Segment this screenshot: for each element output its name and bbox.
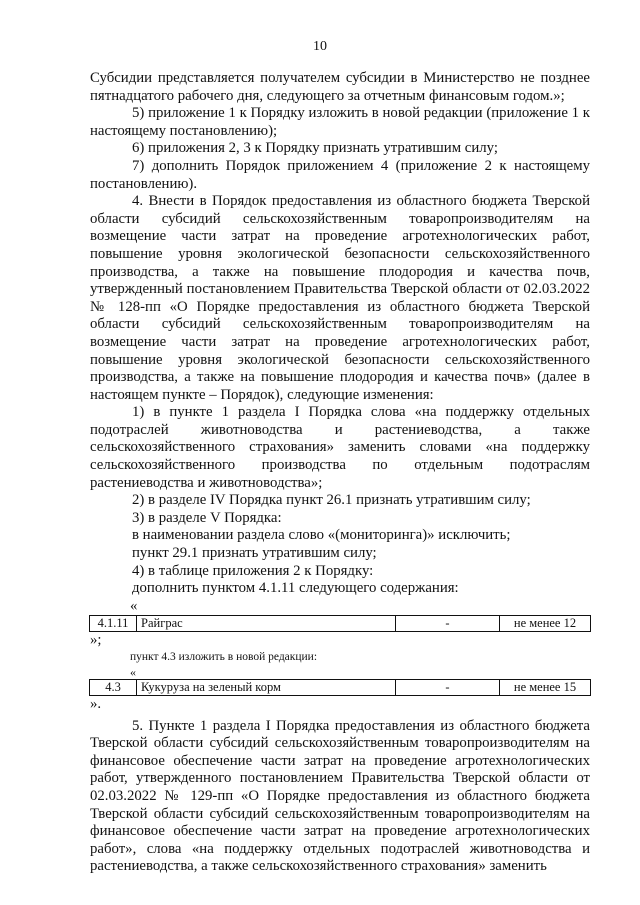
paragraph-section-5: 5. Пункте 1 раздела I Порядка предоставления из областного бюджета Тверской области субсидий сельскохозяйственным товаропроизводителям на финансовое обеспечение части затрат на проведение агротехнологических работ, утвержденного постановлением Правительства Тверской области от 02.03.2022 № 129-пп «О Порядке предоставления из областного бюджета Тверской области субсидий сельскохозяйственным товаропроизводителям на финансовое обеспечение части затрат на проведение агротехнологических работ», слова «на поддержку отдельных подотраслей животноводства и растениеводства, а также сельскохозяйственного страхования» заменить — [90, 717, 590, 875]
page-number: 10 — [313, 39, 327, 54]
paragraph-section-4: 4. Внести в Порядок предоставления из областного бюджета Тверской области субсидий сельскохозяйственным товаропроизводителям на возмещение части затрат на проведение агротехнологических работ, повышение уровня экологической безопасности сельскохозяйственного производства, а также на повышение плодородия и качества почв, утвержденный постановлением Правительства Тверской области от 02.03.2022 № 128-пп «О Порядке предоставления из областного бюджета Тверской области субсидий сельскохозяйственным товаропроизводителям на возмещение части затрат на проведение агротехнологических работ, повышение уровня экологической безопасности сельскохозяйственного производства, а также на повышение плодородия и качества почв» (далее в настоящем пункте – Порядок), следующие изменения: — [90, 193, 590, 403]
dash-cell: - — [396, 616, 500, 632]
quote-close-2: ». — [90, 696, 102, 712]
paragraph-item-5: 5) приложение 1 к Порядку изложить в новой редакции (приложение 1 к настоящему постановлению); — [90, 105, 590, 139]
paragraph-sub-3a: в наименовании раздела слово «(мониторинга)» исключить; — [132, 527, 511, 544]
paragraph-sub-1: 1) в пункте 1 раздела I Порядка слова «на поддержку отдельных подотраслей животноводства и растениеводства, а также сельскохозяйственного страхования» заменить словами «на поддержку сельскохозяйственного производства по отдельным подотраслям растениеводства и животноводства»; — [90, 404, 590, 491]
table-row — [90, 680, 591, 696]
paragraph-item-7: 7) дополнить Порядок приложением 4 (приложение 2 к настоящему постановлению). — [90, 157, 590, 192]
crop-name: Кукуруза на зеленый корм — [137, 680, 396, 696]
paragraph-sub-4a: дополнить пунктом 4.1.11 следующего содержания: — [132, 580, 459, 597]
crop-name: Райграс — [137, 616, 396, 632]
dash-cell: - — [396, 680, 500, 696]
table-row — [90, 616, 591, 632]
paragraph-item-6: 6) приложения 2, 3 к Порядку признать утратившим силу; — [132, 140, 498, 157]
amendment-table-2 — [89, 679, 591, 696]
paragraph-sub-3: 3) в разделе V Порядка: — [132, 509, 282, 526]
amendment-table-1 — [89, 615, 591, 632]
quote-open-1: « — [130, 597, 138, 614]
row-number: 4.1.11 — [90, 616, 137, 632]
paragraph-continuation: Субсидии представляется получателем субсидии в Министерство не позднее пятнадцатого рабочего дня, следующего за отчетным финансовым годом.»; — [90, 70, 590, 104]
value-cell: не менее 12 — [500, 616, 591, 632]
quote-close-1: »; — [90, 632, 102, 649]
paragraph-sub-2: 2) в разделе IV Порядка пункт 26.1 признать утратившим силу; — [132, 492, 531, 509]
paragraph-sub-4: 4) в таблице приложения 2 к Порядку: — [132, 562, 374, 579]
document-body — [90, 70, 590, 876]
value-cell: не менее 15 — [500, 680, 591, 696]
small-note: пункт 4.3 изложить в новой редакции: — [130, 651, 318, 663]
paragraph-sub-3b: пункт 29.1 признать утратившим силу; — [132, 545, 377, 562]
row-number: 4.3 — [90, 680, 137, 696]
quote-open-2: « — [130, 665, 136, 679]
